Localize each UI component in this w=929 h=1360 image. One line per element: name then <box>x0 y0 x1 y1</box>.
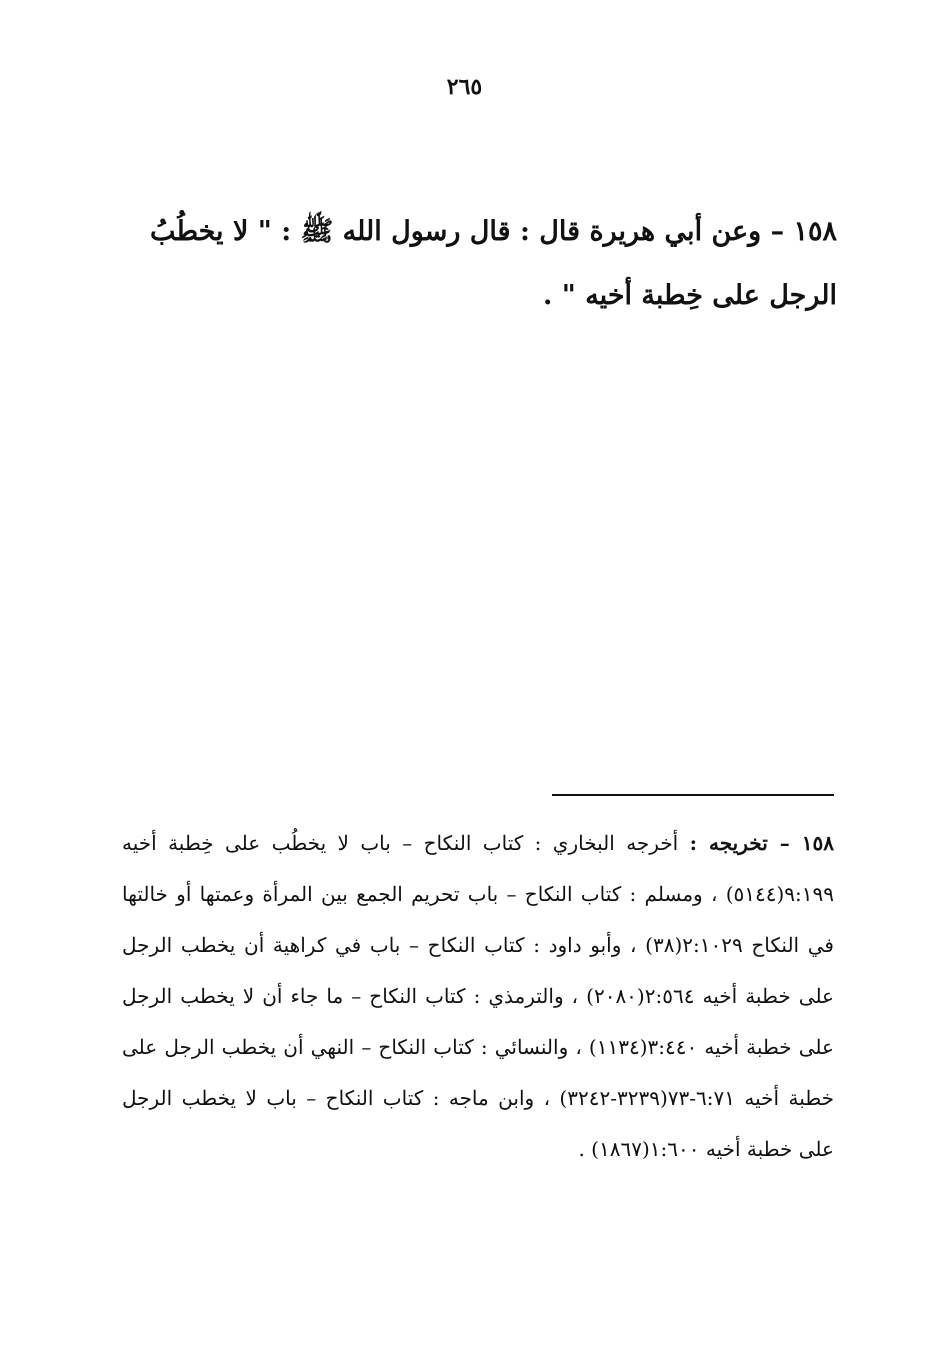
footnote-text: أخرجه البخاري : كتاب النكاح – باب لا يخطُب على خِطبة أخيه ٩:١٩٩(٥١٤٤) ، ومسلم : كتاب النكاح – باب تحريم الجمع بين المرأة وعمتها أو خالتها في النكاح ٢:١٠٢٩(٣٨) ، وأبو داود : كتاب النكاح – باب في كراهية أن يخطب الرجل على خطبة أخيه ٢:٥٦٤(٢٠٨٠) ، والترمذي : كتاب النكاح – ما جاء أن لا يخطب الرجل على خطبة أخيه ٣:٤٤٠(١١٣٤) ، والنسائي : كتاب النكاح – النهي أن يخطب الرجل على خطبة أخيه ٦:٧١-٧٣(٣٢٣٩-٣٢٤٢) ، وابن ماجه : كتاب النكاح – باب لا يخطب الرجل على خطبة أخيه ١:٦٠٠(١٨٦٧) . <box>122 831 834 1161</box>
footnote-divider <box>552 794 834 796</box>
hadith-text: ١٥٨ – وعن أبي هريرة قال : قال رسول الله ﷺ : " لا يخطُبُ الرجل على خِطبة أخيه " . <box>149 216 837 311</box>
page-number: ٢٦٥ <box>446 74 483 100</box>
footnote-label: ١٥٨ – تخريجه : <box>689 831 835 855</box>
hadith-text-block <box>107 200 837 328</box>
footnote-paragraph <box>122 818 834 1175</box>
footnote-block <box>122 818 834 1175</box>
